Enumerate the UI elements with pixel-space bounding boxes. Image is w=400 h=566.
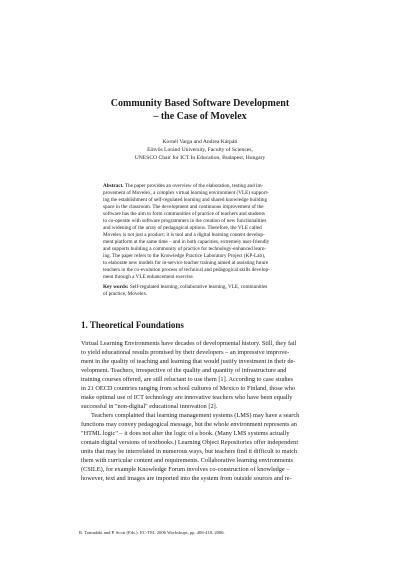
abstract-line: space in the classroom. The development and continuous improvement of the (103, 204, 264, 210)
abstract-line: Abstract. The paper provides an overview of the elaboration, testing and im- (103, 183, 264, 189)
body-line: "HTML logic" – it does not alter the logic of a book. (Many LMS systems actually (81, 430, 290, 437)
keywords-line: Key words: Self-regulated learning, collaborative learning, VLE, communities (103, 284, 268, 290)
abstract-line: and widening of the array of pedagogical options. Therefore, the VLE called (103, 225, 262, 231)
body-line: to yield educational results promised by their developers – an impressive improve- (81, 349, 290, 356)
body-line: however, text and images are imported into the system from outside sources and re- (81, 475, 292, 482)
body-line: velopment. Teachers, irrespective of the quality and quantity of infrastructure and (81, 367, 287, 374)
body-line: make optimal use of ICT technology are innovative teachers who have been equally (81, 394, 293, 401)
body-line: functions may convey pedagogical message, but the whole environment represents an (81, 421, 297, 428)
abstract-line: ing the establishment of self-regulated learning and shared knowledge building (103, 197, 268, 203)
abstract-line: teachers in the co-evolution process of technical and pedagogical skills develop- (103, 267, 270, 273)
body-line: (CSILE), for example Knowledge Forum involves co-construction of knowledge – (81, 466, 290, 473)
abstract-line: ing. The paper refers to the Knowledge Practice Laboratory Project (KP-Lab), (103, 253, 266, 259)
page-footer: R. Tomadaki and P. Scott (Eds.): EC-TEL 2006 Workshops, pp. 406-418, 2006. (79, 530, 225, 535)
paper-title-line-1: Community Based Software Development (110, 98, 290, 109)
section-heading: 1. Theoretical Foundations (81, 320, 184, 330)
abstract-line: ment platform at the same time – and in both capacities, extremely user-friendly (103, 239, 270, 245)
affiliation-line-2: UNESCO Chair for ICT In Education, Budapest, Hungary (134, 155, 266, 161)
keywords-line: of practice, Movelex. (103, 291, 148, 297)
body-line: successful in "non-digital" educational innovation [2]. (81, 403, 218, 410)
body-line: training courses offered, are still reluctant to use them [1]. According to case studies (81, 376, 293, 383)
abstract-line: Movelex is not just a product; it is tool and a digital learning content develop- (103, 232, 265, 238)
body-line: contain digital versions of textbooks.) Learning Object Repositories offer independent (81, 439, 299, 446)
abstract-line: ment through a VLE enhancement exercise. (103, 274, 194, 280)
authors: Kornél Varga and Andrea Kárpáti (162, 139, 238, 145)
abstract-line: provement of Movelex, a complex virtual learning environment (VLE) support- (103, 190, 269, 196)
body-line: in 21 OECD countries ranging from school cultures of Mexico to Finland, those who (81, 385, 296, 392)
body-line: Teachers complained that learning management systems (LMS) may have a search (91, 412, 300, 419)
abstract-line: to elaborate new models for in-service teacher training aimed at assisting future (103, 260, 269, 266)
abstract-line: and supports building a community of practice for technology-enhanced learn- (103, 246, 267, 252)
body-line: units that may be interrelated in numerous ways, but teachers find it difficult to match (81, 448, 298, 455)
paper-title-line-2: – the Case of Movelex (153, 111, 247, 122)
keywords-label: Key words: (103, 284, 129, 290)
abstract-line: software has the aim to form communities of practice of teachers and students (103, 211, 265, 217)
abstract-line: to co-operate with software programmers in the creation of new functionalities (103, 218, 267, 224)
body-line: Virtual Learning Environments have decades of developmental history. Still, they fail (81, 340, 297, 347)
affiliation-line-1: Eötvös Loránd University, Faculty of Sciences, (147, 147, 253, 153)
abstract-label: Abstract. (103, 183, 124, 189)
body-line: them with curricular content and requirements. Collaborative learning environments (81, 457, 294, 464)
body-line: ment in the quality of teaching and learning that would justify investment in their de- (81, 358, 296, 365)
